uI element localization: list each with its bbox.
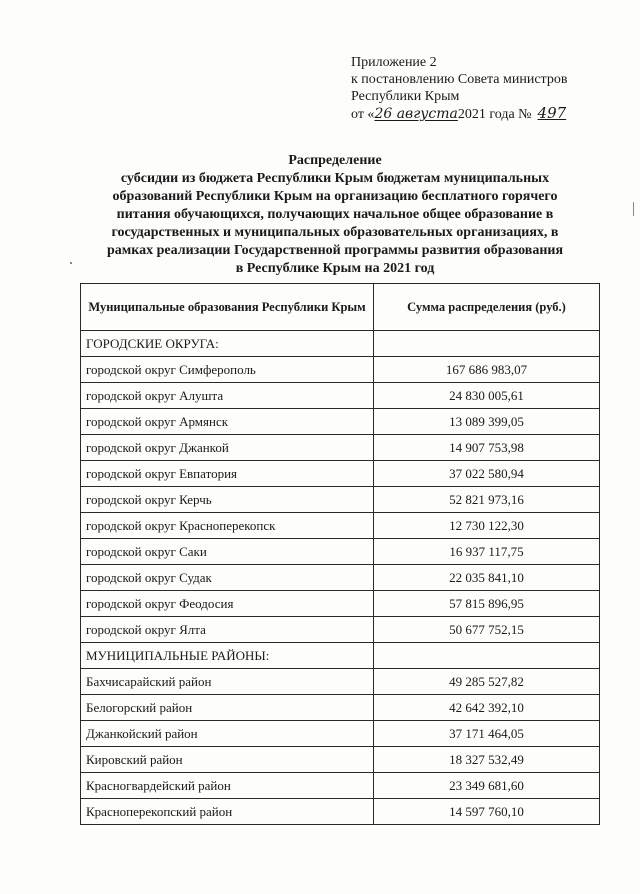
heading-line: рамках реализации Государственной программы развития образования xyxy=(106,243,564,258)
municipality-name: городской округ Керчь xyxy=(81,487,374,513)
municipality-name: городской округ Ялта xyxy=(81,617,374,643)
table-row xyxy=(81,695,600,721)
table-row xyxy=(81,383,600,409)
appendix-block xyxy=(351,54,567,123)
heading-line: питания обучающихся, получающих начальное общее образование в xyxy=(116,207,554,222)
distribution-amount: 18 327 532,49 xyxy=(374,747,600,773)
appendix-title: Приложение 2 xyxy=(351,55,437,70)
column-header-municipality: Муниципальные образования Республики Крым xyxy=(81,284,374,331)
municipality-name: городской округ Алушта xyxy=(81,383,374,409)
heading-line: субсидии из бюджета Республики Крым бюджетам муниципальных xyxy=(120,171,550,186)
table-row xyxy=(81,565,600,591)
table-row xyxy=(81,773,600,799)
distribution-amount: 13 089 399,05 xyxy=(374,409,600,435)
municipality-name: городской округ Армянск xyxy=(81,409,374,435)
table-row xyxy=(81,721,600,747)
appendix-resolution: к постановлению Совета министров xyxy=(351,72,568,87)
table-section-row xyxy=(81,643,600,669)
handwritten-date: 26 августа xyxy=(374,106,458,122)
municipality-name: городской округ Евпатория xyxy=(81,461,374,487)
distribution-table xyxy=(80,283,600,825)
distribution-amount: 14 597 760,10 xyxy=(374,799,600,825)
year-suffix: 2021 года № xyxy=(457,107,532,122)
municipality-name: Бахчисарайский район xyxy=(81,669,374,695)
distribution-amount: 14 907 753,98 xyxy=(374,435,600,461)
municipality-name: Красноперекопский район xyxy=(81,799,374,825)
distribution-amount: 50 677 752,15 xyxy=(374,617,600,643)
scan-speck xyxy=(70,262,72,264)
distribution-amount: 42 642 392,10 xyxy=(374,695,600,721)
distribution-amount xyxy=(374,643,600,669)
table-row xyxy=(81,487,600,513)
table-row xyxy=(81,799,600,825)
municipality-name: МУНИЦИПАЛЬНЫЕ РАЙОНЫ: xyxy=(81,643,374,669)
table-row xyxy=(81,669,600,695)
distribution-amount: 57 815 896,95 xyxy=(374,591,600,617)
municipality-name: городской округ Симферополь xyxy=(81,357,374,383)
distribution-amount: 22 035 841,10 xyxy=(374,565,600,591)
date-prefix: от « xyxy=(351,107,375,122)
appendix-date-line xyxy=(351,105,567,123)
distribution-amount xyxy=(374,331,600,357)
municipality-name: Белогорский район xyxy=(81,695,374,721)
document-heading xyxy=(70,152,600,278)
distribution-amount: 23 349 681,60 xyxy=(374,773,600,799)
heading-line: образований Республики Крым на организацию бесплатного горячего xyxy=(112,189,558,204)
distribution-amount: 24 830 005,61 xyxy=(374,383,600,409)
table-section-row xyxy=(81,331,600,357)
handwritten-number: 497 xyxy=(537,104,567,122)
table-row xyxy=(81,409,600,435)
table-row xyxy=(81,539,600,565)
table-body xyxy=(81,331,600,825)
table-row xyxy=(81,617,600,643)
table-row xyxy=(81,435,600,461)
distribution-amount: 37 171 464,05 xyxy=(374,721,600,747)
distribution-amount: 16 937 117,75 xyxy=(374,539,600,565)
table-row xyxy=(81,513,600,539)
municipality-name: ГОРОДСКИЕ ОКРУГА: xyxy=(81,331,374,357)
scan-mark xyxy=(633,202,634,216)
table-header-row xyxy=(81,284,600,331)
distribution-amount: 49 285 527,82 xyxy=(374,669,600,695)
municipality-name: городской округ Джанкой xyxy=(81,435,374,461)
appendix-republic: Республики Крым xyxy=(351,89,460,104)
municipality-name: городской округ Красноперекопск xyxy=(81,513,374,539)
municipality-name: городской округ Судак xyxy=(81,565,374,591)
distribution-amount: 37 022 580,94 xyxy=(374,461,600,487)
heading-line: в Республике Крым на 2021 год xyxy=(235,261,435,276)
distribution-amount: 12 730 122,30 xyxy=(374,513,600,539)
municipality-name: Кировский район xyxy=(81,747,374,773)
heading-line: государственных и муниципальных образовательных организациях, в xyxy=(111,225,559,240)
table-row xyxy=(81,591,600,617)
municipality-name: городской округ Саки xyxy=(81,539,374,565)
distribution-amount: 167 686 983,07 xyxy=(374,357,600,383)
municipality-name: Джанкойский район xyxy=(81,721,374,747)
table-row xyxy=(81,747,600,773)
distribution-amount: 52 821 973,16 xyxy=(374,487,600,513)
municipality-name: Красногвардейский район xyxy=(81,773,374,799)
column-header-amount: Сумма распределения (руб.) xyxy=(374,284,600,331)
table-row xyxy=(81,461,600,487)
table-row xyxy=(81,357,600,383)
municipality-name: городской округ Феодосия xyxy=(81,591,374,617)
heading-line: Распределение xyxy=(288,153,382,168)
